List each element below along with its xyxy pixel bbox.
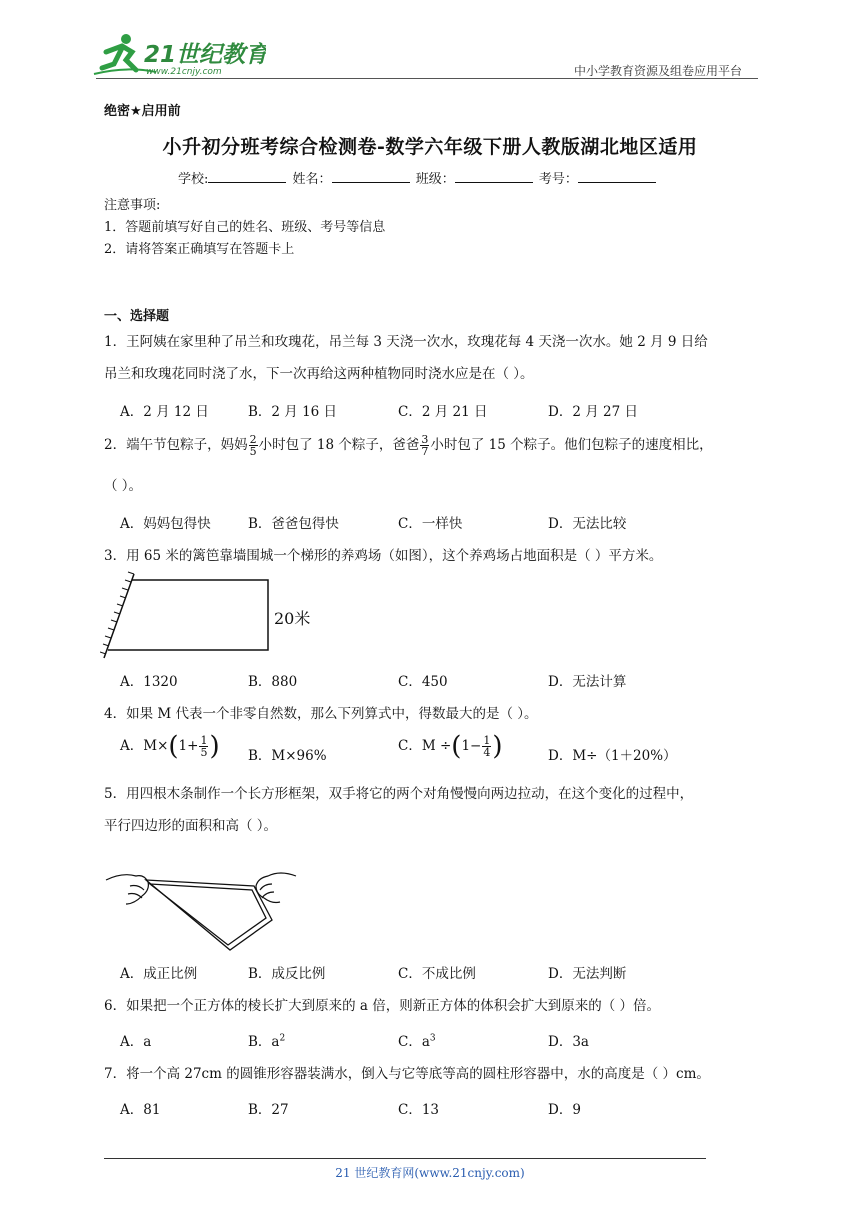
question-1-line2: 吊兰和玫瑰花同时浇了水，下一次再给这两种植物同时浇水应是在（ ）。: [104, 366, 534, 382]
q2-option-c[interactable]: C．一样快: [398, 516, 463, 532]
q3-option-c[interactable]: C．450: [398, 674, 448, 690]
notice-heading: 注意事项:: [104, 198, 161, 213]
platform-text: 中小学教育资源及组卷应用平台: [574, 64, 743, 78]
name-label: 姓名：: [292, 172, 332, 187]
q2-text: 小时包了 18 个粽子，爸爸: [258, 437, 420, 453]
school-blank[interactable]: [208, 170, 286, 183]
student-info-line: [178, 168, 658, 187]
q2-option-a[interactable]: A．妈妈包得快: [120, 516, 211, 532]
q1-option-a[interactable]: A．2 月 12 日: [120, 404, 209, 420]
exam-no-blank[interactable]: [578, 170, 656, 183]
question-2-line2: （ ）。: [104, 478, 143, 494]
name-blank[interactable]: [332, 170, 410, 183]
class-blank[interactable]: [455, 170, 533, 183]
class-label: 班级：: [415, 172, 455, 187]
frame-pull-figure: [104, 846, 304, 956]
q1-option-c[interactable]: C．2 月 21 日: [398, 404, 488, 420]
q1-option-d[interactable]: D．2 月 27 日: [548, 404, 638, 420]
logo-url: www.21cnjy.com: [146, 67, 222, 77]
q5-option-d[interactable]: D．无法判断: [548, 966, 627, 982]
q6-option-c[interactable]: C．$a^3$: [398, 1033, 436, 1050]
q5-option-c[interactable]: C．不成比例: [398, 966, 476, 982]
logo-text: 21世纪教育: [144, 42, 266, 68]
q4-option-c[interactable]: C．M ÷(1− $\frac{1}{4}$ ): [398, 731, 503, 762]
right-hand-icon: [256, 873, 296, 903]
footer-divider: [104, 1158, 706, 1159]
figure-height-label: 20米: [274, 609, 311, 628]
page-title: 小升初分班考综合检测卷-数学六年级下册人教版湖北地区适用: [162, 136, 698, 158]
notice-item: 1．答题前填写好自己的姓名、班级、考号等信息: [104, 220, 386, 235]
q2-fraction-mom: $\frac{2}{5}$: [249, 433, 257, 458]
q2-fraction-dad: $\frac{3}{7}$: [421, 433, 429, 458]
q6-option-a[interactable]: A．a: [120, 1034, 152, 1050]
q3-option-d[interactable]: D．无法计算: [548, 674, 627, 690]
question-4-text: 4．如果 M 代表一个非零自然数，那么下列算式中，得数最大的是（ ）。: [104, 706, 538, 722]
left-hand-icon: [106, 875, 148, 904]
school-label: 学校:: [178, 172, 209, 187]
brand-logo: [86, 30, 266, 82]
notice-item: 2．请将答案正确填写在答题卡上: [104, 242, 295, 257]
secret-label: 绝密★启用前: [104, 104, 181, 119]
q5-option-b[interactable]: B．成反比例: [248, 966, 326, 982]
footer-link[interactable]: 21 世纪教育网(www.21cnjy.com): [335, 1166, 525, 1180]
question-6-text: 6．如果把一个正方体的棱长扩大到原来的 a 倍，则新正方体的体积会扩大到原来的（ ）倍。: [104, 998, 661, 1014]
q7-option-c[interactable]: C．13: [398, 1102, 440, 1118]
q2-text: 2．端午节包粽子，妈妈: [104, 437, 248, 453]
question-7-text: 7．将一个高 27cm 的圆锥形容器装满水，倒入与它等底等高的圆柱形容器中，水的高度是（ ）cm。: [104, 1066, 710, 1082]
question-5-line1: 5．用四根木条制作一个长方形框架，双手将它的两个对角慢慢向两边拉动，在这个变化的过程中，: [104, 786, 694, 802]
q6-option-d[interactable]: D．3a: [548, 1034, 589, 1050]
q4-option-a[interactable]: A．M×(1+ $\frac{1}{5}$ ): [120, 731, 220, 762]
q2-option-b[interactable]: B．爸爸包得快: [248, 516, 339, 532]
q4-option-d[interactable]: D．M÷（1＋20%）: [548, 748, 677, 764]
q4-option-b[interactable]: B．M×96%: [248, 748, 327, 764]
header-divider: [96, 78, 758, 79]
question-5-line2: 平行四边形的面积和高（ ）。: [104, 818, 278, 834]
question-3-text: 3．用 65 米的篱笆靠墙围城一个梯形的养鸡场（如图），这个养鸡场占地面积是（ ）平方米。: [104, 548, 663, 564]
q5-option-a[interactable]: A．成正比例: [120, 966, 198, 982]
q2-option-d[interactable]: D．无法比较: [548, 516, 627, 532]
q6-option-b[interactable]: B．$a^2$: [248, 1033, 286, 1050]
q7-option-b[interactable]: B．27: [248, 1102, 289, 1118]
q7-option-d[interactable]: D．9: [548, 1102, 581, 1118]
q7-option-a[interactable]: A．81: [120, 1102, 161, 1118]
exam-no-label: 考号：: [538, 172, 578, 187]
q3-option-b[interactable]: B．880: [248, 674, 298, 690]
q1-option-b[interactable]: B．2 月 16 日: [248, 404, 338, 420]
fence-outline: [108, 580, 268, 650]
q3-option-a[interactable]: A．1320: [120, 674, 178, 690]
section-heading: 一、选择题: [104, 309, 170, 324]
question-1-line1: 1．王阿姨在家里种了吊兰和玫瑰花，吊兰每 3 天浇一次水，玫瑰花每 4 天浇一次水。她 2 月 9 日给: [104, 334, 708, 350]
parallelogram-frame: [146, 880, 272, 950]
wall-hatch: [100, 572, 134, 658]
q2-text: 小时包了 15 个粽子。他们包粽子的速度相比，: [430, 437, 713, 453]
question-2-line1: [104, 434, 764, 457]
